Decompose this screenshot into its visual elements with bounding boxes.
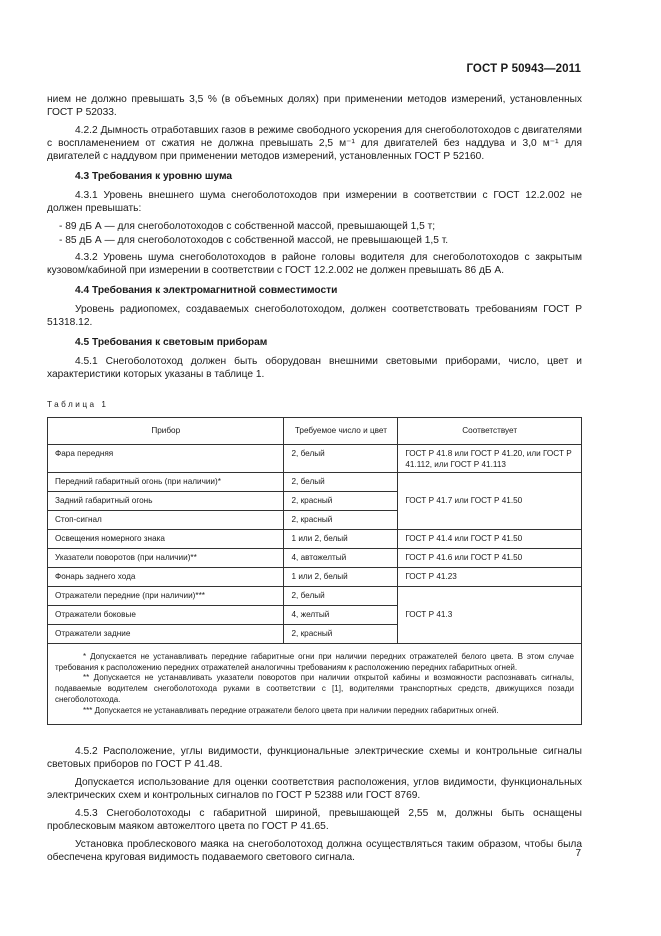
qty-cell: 1 или 2, белый	[284, 530, 398, 549]
device-cell: Стоп-сигнал	[48, 511, 284, 530]
standard-cell: ГОСТ Р 41.7 или ГОСТ Р 41.50	[398, 473, 582, 530]
device-cell: Отражатели боковые	[48, 606, 284, 625]
table-header-row	[48, 418, 582, 445]
qty-cell: 2, красный	[284, 492, 398, 511]
document-body	[47, 93, 582, 869]
page-number: 7	[575, 848, 581, 859]
table-note: * Допускается не устанавливать передние габаритные огни при наличии передних отражателей белого цвета. В этом случае требования к расположению передних отражателей аналогичны требованиям к расположению передних габаритных огней.	[55, 652, 574, 672]
standard-cell: ГОСТ Р 41.23	[398, 568, 582, 587]
list-item: - 85 дБ А — для снегоболотоходов с собственной массой, не превышающей 1,5 т.	[59, 235, 449, 246]
qty-cell: 1 или 2, белый	[284, 568, 398, 587]
qty-cell: 4, желтый	[284, 606, 398, 625]
table-row	[48, 473, 582, 492]
qty-cell: 2, белый	[284, 587, 398, 606]
table-row	[48, 445, 582, 473]
standard-cell: ГОСТ Р 41.4 или ГОСТ Р 41.50	[398, 530, 582, 549]
table-note: ** Допускается не устанавливать указатели поворотов при наличии открытой кабины и возможности распознавать сигналы, подаваемые водителем снегоболотохода руками в соответствии с [1], водителями транспортных средств, движущихся позади снегоболотохода.	[55, 673, 574, 704]
column-header: Требуемое число и цвет	[284, 418, 398, 445]
table-row	[48, 530, 582, 549]
table-row	[48, 568, 582, 587]
standard-cell: ГОСТ Р 41.6 или ГОСТ Р 41.50	[398, 549, 582, 568]
lighting-table	[47, 417, 582, 725]
qty-cell: 2, белый	[284, 473, 398, 492]
table-row	[48, 549, 582, 568]
section-heading-4-3: 4.3 Требования к уровню шума	[75, 171, 233, 182]
device-cell: Фара передняя	[48, 445, 284, 473]
qty-cell: 2, белый	[284, 445, 398, 473]
paragraph: нием не должно превышать 3,5 % (в объемных долях) при применении методов измерений, установленных ГОСТ Р 52033.	[47, 94, 582, 118]
section-heading-4-4: 4.4 Требования к электромагнитной совместимости	[75, 285, 338, 296]
paragraph-4-4: Уровень радиопомех, создаваемых снегоболотоходом, должен соответствовать требованиям ГОСТ Р 51318.12.	[47, 304, 582, 328]
paragraph-4-3-1: 4.3.1 Уровень внешнего шума снегоболотоходов при измерении в соответствии с ГОСТ 12.2.002 не должен превышать:	[47, 190, 582, 214]
device-cell: Фонарь заднего хода	[48, 568, 284, 587]
document-code: ГОСТ Р 50943—2011	[466, 63, 581, 75]
device-cell: Отражатели передние (при наличии)***	[48, 587, 284, 606]
column-header: Прибор	[48, 418, 284, 445]
table-notes-row	[48, 644, 582, 725]
qty-cell: 4, автожелтый	[284, 549, 398, 568]
paragraph-4-5-2: 4.5.2 Расположение, углы видимости, функциональные электрические схемы и контрольные сигналы световых приборов по ГОСТ Р 41.48.	[47, 746, 582, 771]
table-note: *** Допускается не устанавливать передние отражатели белого цвета при наличии передних габаритных огней.	[83, 705, 499, 715]
table-notes	[48, 644, 582, 725]
qty-cell: 2, красный	[284, 625, 398, 644]
device-cell: Задний габаритный огонь	[48, 492, 284, 511]
device-cell: Освещения номерного знака	[48, 530, 284, 549]
device-cell: Указатели поворотов (при наличии)**	[48, 549, 284, 568]
paragraph: Допускается использование для оценки соответствия расположения, углов видимости, функциональных электрических схем и контрольных сигналов по ГОСТ Р 52388 или ГОСТ 8769.	[47, 777, 582, 802]
list-item: - 89 дБ А — для снегоболотоходов с собственной массой, превышающей 1,5 т;	[59, 221, 436, 232]
column-header: Соответствует	[398, 418, 582, 445]
qty-cell: 2, красный	[284, 511, 398, 530]
section-heading-4-5: 4.5 Требования к световым приборам	[75, 337, 268, 348]
standard-cell: ГОСТ Р 41.8 или ГОСТ Р 41.20, или ГОСТ Р 41.112, или ГОСТ Р 41.113	[398, 445, 582, 473]
paragraph-4-3-2: 4.3.2 Уровень шума снегоболотоходов в районе головы водителя для снегоболотоходов с закрытым кузовом/кабиной при измерении в соответствии с ГОСТ 12.2.002 не должен превышать 86 дБ А.	[47, 252, 582, 276]
table-row	[48, 587, 582, 606]
paragraph-4-5-3: 4.5.3 Снегоболотоходы с габаритной шириной, превышающей 2,55 м, должны быть оснащены проблесковым маяком автожелтого цвета по ГОСТ Р 41.65.	[47, 808, 582, 833]
paragraph-4-5-1: 4.5.1 Снегоболотоход должен быть оборудован внешними световыми приборами, число, цвет и характеристики которых указаны в таблице 1.	[47, 356, 582, 380]
device-cell: Передний габаритный огонь (при наличии)*	[48, 473, 284, 492]
paragraph: Установка проблескового маяка на снегоболотоход должна осуществляться таким образом, чтобы была обеспечена круговая видимость подаваемого светового сигнала.	[47, 839, 582, 864]
table-caption: Таблица 1	[47, 400, 109, 409]
device-cell: Отражатели задние	[48, 625, 284, 644]
standard-cell: ГОСТ Р 41.3	[398, 587, 582, 644]
paragraph-4-2-2: 4.2.2 Дымность отработавших газов в режиме свободного ускорения для снегоболотоходов с двигателями с воспламенением от сжатия не должна превышать 2,5 м⁻¹ для двигателей без наддува и 3,0 м⁻¹ для двигателей с наддувом при применении методов измерений, установленных ГОСТ Р 52160.	[47, 125, 582, 162]
